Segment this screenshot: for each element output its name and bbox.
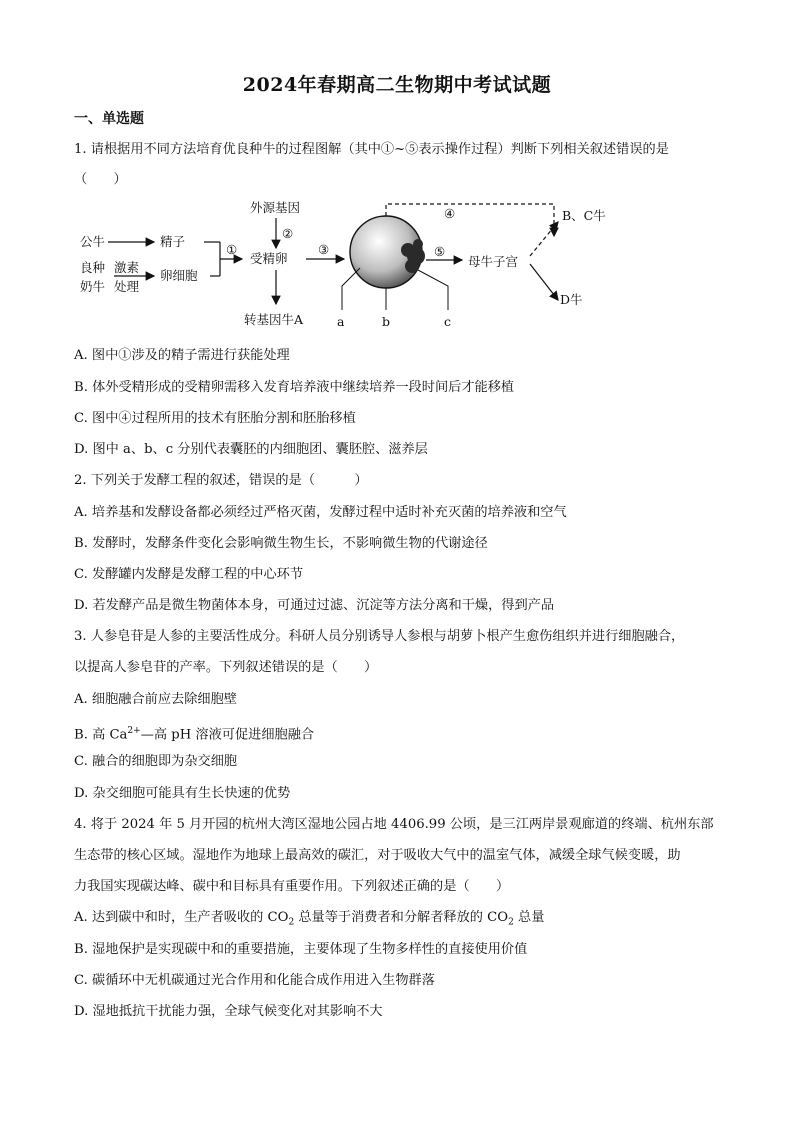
transgenic-cattle-label: 转基因牛A [244,312,304,327]
q3-stem-line1: 3. 人参皂苷是人参的主要活性成分。科研人员分别诱导人参根与胡萝卜根产生愈伤组织并进行细胞融合， [74,629,685,644]
q4-option-d: D. 湿地抵抗干扰能力强，全球气候变化对其影响不大 [74,1004,383,1019]
q1-stem-line1: 1. 请根据用不同方法培育优良种牛的过程图解（其中①~⑤表示操作过程）判断下列相关叙述错误的是 [74,142,669,157]
q2-option-c: C. 发酵罐内发酵是发酵工程的中心环节 [74,567,304,582]
q3-stem-line2: 以提高人参皂苷的产率。下列叙述错误的是（ ） [74,660,378,675]
label-b: b [382,314,391,329]
q3-option-a: A. 细胞融合前应去除细胞壁 [74,692,237,707]
sperm-label: 精子 [160,234,186,249]
q4-stem-line2: 生态带的核心区域。湿地作为地球上最高效的碳汇，对于吸收大气中的温室气体，减缓全球气候变暖，助 [74,848,681,863]
q3-option-b: B. 高 $Ca^{2+}—$高 pH 溶液可促进细胞融合 [74,726,315,743]
q2-option-b: B. 发酵时，发酵条件变化会影响微生物生长，不影响微生物的代谢途径 [74,536,488,551]
label-a: a [337,314,345,329]
step-1-label: ① [226,242,238,257]
hormone-label-2: 处理 [114,279,140,294]
q2-option-a: A. 培养基和发酵设备都必须经过严格灭菌，发酵过程中适时补充灭菌的培养液和空气 [74,505,567,520]
section-heading: 一、单选题 [74,111,144,127]
page-title: 2024年春期高二生物期中考试试题 [242,74,552,96]
q1-option-c: C. 图中④过程所用的技术有胚胎分割和胚胎移植 [74,411,356,426]
q3-option-c: C. 融合的细胞即为杂交细胞 [74,754,238,769]
q1-option-a: A. 图中①涉及的精子需进行获能处理 [74,348,290,363]
q4-stem-line3: 力我国实现碳达峰、碳中和目标具有重要作用。下列叙述正确的是（ ） [74,879,510,894]
zygote-label: 受精卵 [250,251,288,266]
hormone-label-1: 激素 [114,260,140,275]
step-2-label: ② [282,226,294,241]
q2-option-d: D. 若发酵产品是微生物菌体本身，可通过过滤、沉淀等方法分离和干燥，得到产品 [74,598,555,613]
step-3-label: ③ [318,242,330,257]
q1-option-b: B. 体外受精形成的受精卵需移入发育培养液中继续培养一段时间后才能移植 [74,380,515,395]
cow-label-1: 良种 [80,260,106,275]
q3-option-d: D. 杂交细胞可能具有生长快速的优势 [74,786,291,801]
bc-cattle-label: B、C牛 [562,208,606,223]
q4-option-a: A. 达到碳中和时，生产者吸收的 $CO_2$ 总量等于消费者和分解者释放的 $CO_2$ 总量 [74,910,545,928]
uterus-label: 母牛子宫 [468,254,519,269]
d-cattle-label: D牛 [560,292,583,307]
step-5-label: ⑤ [434,244,446,259]
q1-stem-line2: （ ） [74,172,127,187]
breeding-process-diagram [74,196,634,336]
q4-option-b: B. 湿地保护是实现碳中和的重要措施，主要体现了生物多样性的直接使用价值 [74,942,528,957]
q4-option-c: C. 碳循环中无机碳通过光合作用和化能合成作用进入生物群落 [74,973,435,988]
q2-stem: 2. 下列关于发酵工程的叙述，错误的是（ ） [74,473,368,488]
foreign-gene-label: 外源基因 [250,200,301,215]
bull-label: 公牛 [80,234,106,249]
egg-label: 卵细胞 [160,268,198,283]
q1-option-d: D. 图中 a、b、c 分别代表囊胚的内细胞团、囊胚腔、滋养层 [74,442,428,457]
label-c: c [444,314,452,329]
q4-stem-line1: 4. 将于 2024 年 5 月开园的杭州大湾区湿地公园占地 4406.99 公顷，是三江两岸景观廊道的终端、杭州东部 [74,817,714,832]
cow-label-2: 奶牛 [80,279,106,294]
step-4-label: ④ [444,206,456,221]
